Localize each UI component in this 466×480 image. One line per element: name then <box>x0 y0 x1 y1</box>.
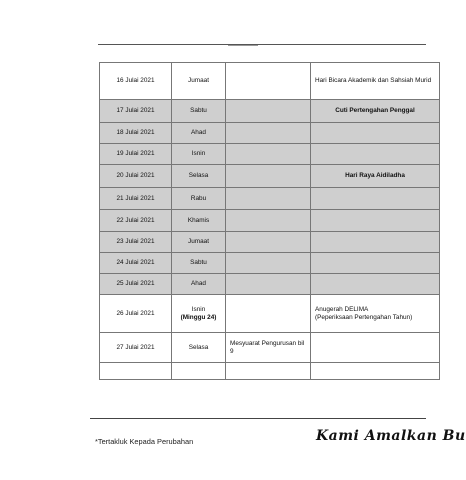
date-cell: 25 Julai 2021 <box>100 274 172 295</box>
day-label: Jumaat <box>188 238 209 245</box>
meeting-cell <box>226 63 311 100</box>
bottom-divider <box>90 418 426 419</box>
table-row <box>100 63 440 100</box>
day-label: Sabtu <box>190 107 207 114</box>
top-divider <box>98 44 426 45</box>
day-cell <box>172 274 226 295</box>
meeting-cell <box>226 232 311 253</box>
meeting-cell <box>226 100 311 123</box>
table-row <box>100 144 440 165</box>
meeting-cell: Mesyuarat Pengurusan bil 9 <box>226 333 311 363</box>
day-cell <box>172 210 226 232</box>
event-cell: Cuti Pertengahan Penggal <box>311 100 440 123</box>
day-cell <box>172 123 226 144</box>
footnote: *Tertakluk Kepada Perubahan <box>95 437 194 446</box>
day-label: Jumaat <box>188 77 209 84</box>
meeting-cell <box>226 210 311 232</box>
table-row <box>100 363 440 380</box>
day-label: Isnin <box>191 150 206 157</box>
event-cell: Anugerah DELIMA (Peperiksaan Pertengahan Tahun) <box>311 295 440 333</box>
date-cell: 16 Julai 2021 <box>100 63 172 100</box>
day-cell <box>172 232 226 253</box>
date-cell: 27 Julai 2021 <box>100 333 172 363</box>
day-cell <box>172 295 226 333</box>
date-cell: 19 Julai 2021 <box>100 144 172 165</box>
event-cell <box>311 253 440 274</box>
event-cell <box>311 188 440 210</box>
day-label: Khamis <box>187 216 210 224</box>
week-label: (Minggu 24) <box>180 313 217 321</box>
day-cell <box>172 253 226 274</box>
day-label: Rabu <box>190 194 207 202</box>
date-cell: 24 Julai 2021 <box>100 253 172 274</box>
meeting-cell <box>226 165 311 188</box>
table-row <box>100 274 440 295</box>
event-cell: Hari Bicara Akademik dan Sahsiah Murid <box>311 63 440 100</box>
meeting-cell <box>226 144 311 165</box>
day-cell <box>172 165 226 188</box>
day-cell <box>172 63 226 100</box>
day-label: Ahad <box>191 129 206 136</box>
event-cell: Hari Raya Aidiladha <box>311 165 440 188</box>
schedule-body <box>100 63 440 380</box>
meeting-cell <box>226 253 311 274</box>
date-cell: 22 Julai 2021 <box>100 210 172 232</box>
meeting-cell <box>226 363 311 380</box>
table-row <box>100 165 440 188</box>
event-cell <box>311 232 440 253</box>
day-cell <box>172 188 226 210</box>
date-cell: 21 Julai 2021 <box>100 188 172 210</box>
event-cell <box>311 123 440 144</box>
day-label: Selasa <box>188 172 209 179</box>
meeting-cell <box>226 188 311 210</box>
meeting-cell <box>226 123 311 144</box>
event-cell <box>311 333 440 363</box>
event-cell <box>311 274 440 295</box>
date-cell: 20 Julai 2021 <box>100 165 172 188</box>
event-cell <box>311 210 440 232</box>
date-cell: 23 Julai 2021 <box>100 232 172 253</box>
event-cell <box>311 144 440 165</box>
school-motto: Kami Amalkan Bu <box>316 428 466 444</box>
day-label: Selasa <box>188 343 209 351</box>
day-cell <box>172 363 226 380</box>
meeting-cell <box>226 274 311 295</box>
day-label: Ahad <box>191 280 206 287</box>
table-row <box>100 123 440 144</box>
day-cell <box>172 333 226 363</box>
date-cell: 17 Julai 2021 <box>100 100 172 123</box>
day-cell <box>172 100 226 123</box>
meeting-cell <box>226 295 311 333</box>
table-row <box>100 253 440 274</box>
date-cell: 18 Julai 2021 <box>100 123 172 144</box>
date-cell: 26 Julai 2021 <box>100 295 172 333</box>
day-cell <box>172 144 226 165</box>
table-row <box>100 232 440 253</box>
table-row <box>100 333 440 363</box>
table-row <box>100 100 440 123</box>
event-cell <box>311 363 440 380</box>
table-row <box>100 188 440 210</box>
day-label: Isnin <box>191 305 206 313</box>
date-cell <box>100 363 172 380</box>
table-row <box>100 295 440 333</box>
schedule-table <box>99 62 440 380</box>
day-label: Sabtu <box>190 259 207 266</box>
table-row <box>100 210 440 232</box>
